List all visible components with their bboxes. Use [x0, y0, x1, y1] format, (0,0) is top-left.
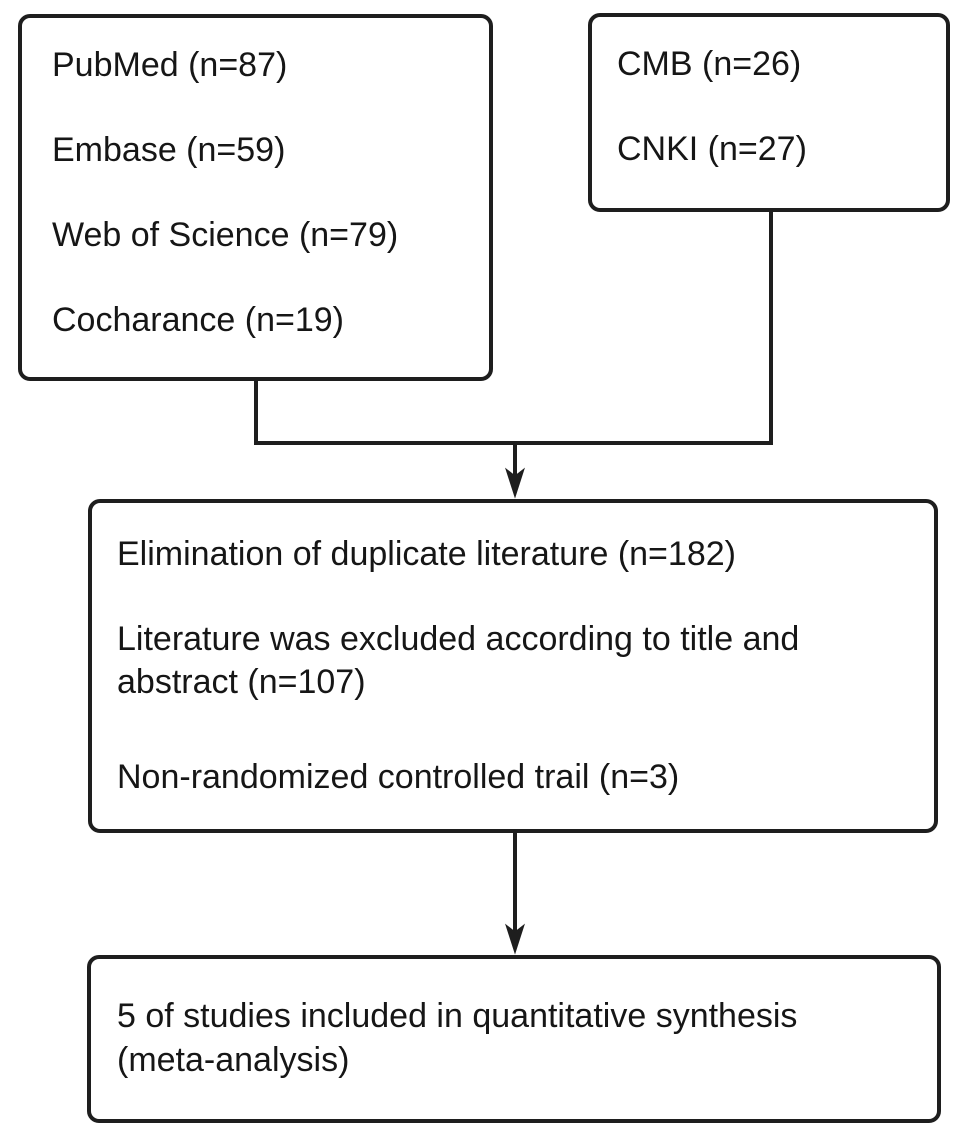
exclusion-title-abstract: Literature was excluded according to title and abstract (n=107) [117, 620, 800, 701]
database-count-embase: Embase (n=59) [52, 131, 286, 169]
box-databases-chinese [588, 13, 950, 212]
exclusion-non-rct: Non-randomized controlled trail (n=3) [117, 758, 680, 796]
included-studies-line-2: (meta-analysis) [117, 1041, 350, 1079]
box-screening-exclusions [88, 499, 938, 833]
exclusion-duplicates: Elimination of duplicate literature (n=182) [117, 535, 736, 573]
database-count-cnki: CNKI (n=27) [617, 130, 807, 168]
box-included-studies [87, 955, 941, 1123]
arrow-down-icon [506, 469, 524, 497]
box-databases-international [18, 14, 493, 381]
database-count-cochrane: Cocharance (n=19) [52, 301, 345, 339]
database-count-cmb: CMB (n=26) [617, 45, 802, 83]
database-count-pubmed: PubMed (n=87) [52, 46, 288, 84]
database-count-web-of-science: Web of Science (n=79) [52, 216, 399, 254]
arrow-down-icon [506, 925, 524, 953]
included-studies-line-1: 5 of studies included in quantitative synthesis [117, 997, 798, 1035]
